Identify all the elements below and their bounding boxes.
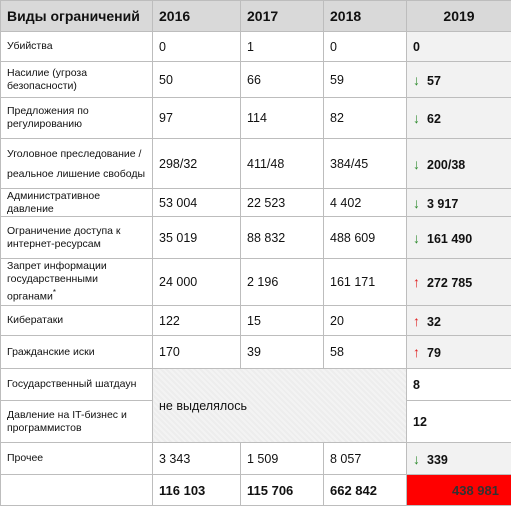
cell-2018: 0 [324, 32, 407, 62]
cell-2016: 24 000 [153, 259, 241, 306]
cell-2017: 22 523 [241, 189, 324, 217]
cell-2018: 384/45 [324, 139, 407, 189]
total-2016: 116 103 [153, 475, 241, 506]
arrow-up-icon: ↑ [413, 344, 420, 360]
cell-2017: 1 509 [241, 443, 324, 475]
cell-2017: 15 [241, 306, 324, 336]
cell-2017: 411/48 [241, 139, 324, 189]
table-row [1, 32, 511, 62]
cell-2017: 1 [241, 32, 324, 62]
header-year-2016: 2016 [153, 1, 241, 32]
cell-2017: 88 832 [241, 217, 324, 259]
cell-2019 [407, 32, 511, 62]
header-row [1, 1, 511, 32]
row-name: Ограничение доступа к интернет-ресурсам [1, 217, 153, 259]
arrow-down-icon: ↓ [413, 194, 420, 211]
table-row [1, 306, 511, 336]
row-name: Гражданские иски [1, 336, 153, 369]
value-2019: 62 [427, 112, 441, 126]
cell-2018: 82 [324, 98, 407, 139]
table-row [1, 369, 511, 401]
row-name: Уголовное преследование / реальное лишение свободы [1, 139, 153, 189]
cell-2019 [407, 443, 511, 475]
header-year-2017: 2017 [241, 1, 324, 32]
total-2019: 438 981 [407, 475, 511, 506]
arrow-down-icon: ↓ [413, 450, 420, 467]
cell-2019 [407, 369, 511, 401]
cell-2019 [407, 306, 511, 336]
cell-2018: 8 057 [324, 443, 407, 475]
footnote-mark: * [52, 288, 56, 298]
value-2019: 161 490 [427, 231, 473, 246]
value-2019: 200/38 [427, 157, 466, 172]
table-row [1, 259, 511, 306]
cell-2016: 3 343 [153, 443, 241, 475]
header-year-2019: 2019 [407, 1, 511, 32]
value-2019: 8 [413, 377, 420, 392]
cell-2018: 488 609 [324, 217, 407, 259]
row-name: Прочее [1, 443, 153, 475]
merged-note: не выделялось [153, 369, 407, 443]
arrow-down-icon: ↓ [413, 229, 420, 246]
row-name: Кибератаки [1, 306, 153, 336]
total-2017: 115 706 [241, 475, 324, 506]
value-2019: 0 [413, 39, 420, 54]
arrow-down-icon: ↓ [413, 71, 420, 88]
cell-2018: 58 [324, 336, 407, 369]
cell-2019 [407, 259, 511, 306]
total-2018: 662 842 [324, 475, 407, 506]
totals-row [1, 475, 511, 506]
arrow-down-icon: ↓ [413, 155, 420, 172]
cell-2017: 66 [241, 62, 324, 98]
cell-2019 [407, 401, 511, 443]
cell-2019 [407, 189, 511, 217]
cell-2018: 4 402 [324, 189, 407, 217]
arrow-down-icon: ↓ [413, 110, 420, 126]
value-2019: 3 917 [427, 196, 459, 211]
cell-2019 [407, 139, 511, 189]
cell-2018: 20 [324, 306, 407, 336]
cell-2019 [407, 98, 511, 139]
table-row [1, 98, 511, 139]
cell-2017: 39 [241, 336, 324, 369]
cell-2016: 35 019 [153, 217, 241, 259]
row-name: Давление на IT-бизнес и программистов [1, 401, 153, 443]
value-2019: 339 [427, 452, 448, 467]
row-name: Административное давление [1, 189, 153, 217]
cell-2016: 97 [153, 98, 241, 139]
cell-2018: 59 [324, 62, 407, 98]
cell-2017: 2 196 [241, 259, 324, 306]
cell-2017: 114 [241, 98, 324, 139]
row-name [1, 259, 153, 306]
row-name: Предложения по регулированию [1, 98, 153, 139]
value-2019: 57 [427, 73, 441, 88]
value-2019: 32 [427, 314, 441, 329]
table-row [1, 443, 511, 475]
cell-2016: 0 [153, 32, 241, 62]
header-year-2018: 2018 [324, 1, 407, 32]
row-name: Государственный шатдаун [1, 369, 153, 401]
cell-2018: 161 171 [324, 259, 407, 306]
cell-2016: 53 004 [153, 189, 241, 217]
row-name: Убийства [1, 32, 153, 62]
value-2019: 272 785 [427, 276, 473, 290]
cell-2019 [407, 336, 511, 369]
cell-2016: 50 [153, 62, 241, 98]
table-row [1, 217, 511, 259]
value-2019: 79 [427, 346, 441, 360]
arrow-up-icon: ↑ [413, 274, 420, 290]
cell-2016: 170 [153, 336, 241, 369]
cell-2016: 298/32 [153, 139, 241, 189]
row-name: Насилие (угроза безопасности) [1, 62, 153, 98]
value-2019: 12 [413, 414, 427, 429]
table-row [1, 62, 511, 98]
cell-2019 [407, 62, 511, 98]
cell-2019 [407, 217, 511, 259]
totals-label [1, 475, 153, 506]
arrow-up-icon: ↑ [413, 312, 420, 329]
table-row [1, 336, 511, 369]
table-row [1, 189, 511, 217]
header-name: Виды ограничений [1, 1, 153, 32]
row-name-text: Запрет информации государственными органами [7, 260, 107, 303]
cell-2016: 122 [153, 306, 241, 336]
table-row [1, 139, 511, 189]
